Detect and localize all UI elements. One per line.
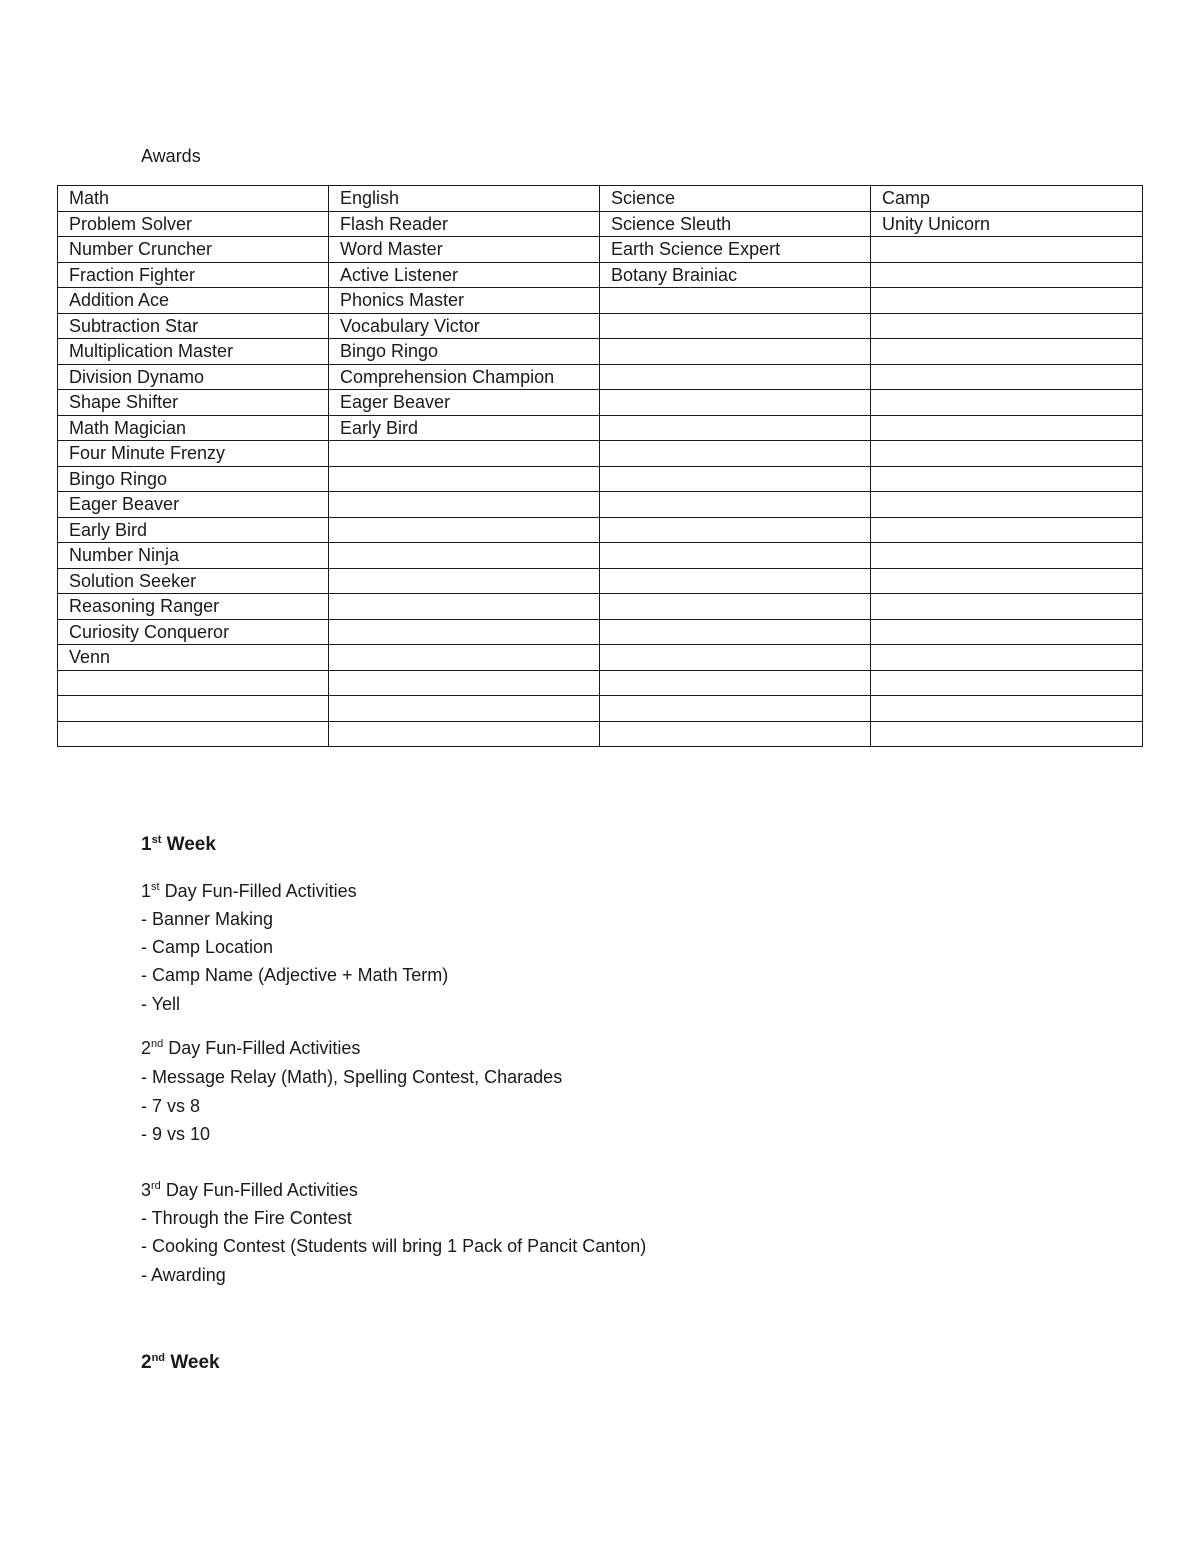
table-cell-math: Bingo Ringo — [58, 466, 329, 492]
table-cell-english — [329, 721, 600, 747]
table-cell-science — [600, 288, 871, 314]
table-cell-camp — [871, 645, 1143, 671]
table-cell-camp — [871, 466, 1143, 492]
table-cell-math: Fraction Fighter — [58, 262, 329, 288]
list-item: - 7 vs 8 — [141, 1096, 201, 1116]
week-1-number: 1 — [141, 834, 152, 855]
table-cell-math: Math Magician — [58, 415, 329, 441]
table-cell-science: Earth Science Expert — [600, 237, 871, 263]
table-cell-english: Phonics Master — [329, 288, 600, 314]
header-cell-camp: Camp — [871, 186, 1143, 212]
header-cell-math: Math — [58, 186, 329, 212]
day-2-label: Day Fun-Filled Activities — [168, 1038, 361, 1058]
day-1-heading — [141, 880, 357, 902]
table-cell-camp — [871, 441, 1143, 467]
table-cell-science — [600, 390, 871, 416]
table-row — [58, 466, 1143, 492]
table-cell-science — [600, 441, 871, 467]
table-cell-english — [329, 696, 600, 722]
table-row — [58, 313, 1143, 339]
week-2-heading — [141, 1352, 220, 1374]
table-cell-science — [600, 696, 871, 722]
table-cell-camp — [871, 364, 1143, 390]
week-2-label: Week — [170, 1352, 220, 1373]
table-row — [58, 619, 1143, 645]
day-3-label: Day Fun-Filled Activities — [165, 1180, 358, 1200]
table-cell-math — [58, 670, 329, 696]
table-cell-camp — [871, 313, 1143, 339]
table-row — [58, 211, 1143, 237]
table-cell-english: Active Listener — [329, 262, 600, 288]
day-3-number: 3 — [141, 1180, 152, 1200]
table-cell-english: Early Bird — [329, 415, 600, 441]
table-cell-science — [600, 568, 871, 594]
table-row — [58, 390, 1143, 416]
table-cell-camp — [871, 543, 1143, 569]
table-row — [58, 339, 1143, 365]
table-cell-camp — [871, 237, 1143, 263]
table-row — [58, 288, 1143, 314]
awards-title: Awards — [141, 146, 201, 166]
table-row — [58, 568, 1143, 594]
table-cell-english: Comprehension Champion — [329, 364, 600, 390]
header-cell-english: English — [329, 186, 600, 212]
table-cell-math — [58, 696, 329, 722]
table-cell-english: Vocabulary Victor — [329, 313, 600, 339]
table-cell-english: Word Master — [329, 237, 600, 263]
week-1-label: Week — [166, 834, 216, 855]
table-cell-math: Curiosity Conqueror — [58, 619, 329, 645]
table-row — [58, 696, 1143, 722]
list-item: - Through the Fire Contest — [141, 1208, 352, 1228]
table-cell-english — [329, 466, 600, 492]
table-cell-science — [600, 670, 871, 696]
table-cell-english — [329, 543, 600, 569]
table-cell-science — [600, 543, 871, 569]
table-cell-camp — [871, 619, 1143, 645]
table-row — [58, 543, 1143, 569]
table-row — [58, 721, 1143, 747]
table-cell-science: Science Sleuth — [600, 211, 871, 237]
list-item: - Cooking Contest (Students will bring 1 Pack of Pancit Canton) — [141, 1236, 647, 1256]
table-cell-science — [600, 364, 871, 390]
day-3-heading — [141, 1179, 358, 1201]
table-cell-camp: Unity Unicorn — [871, 211, 1143, 237]
table-cell-math: Division Dynamo — [58, 364, 329, 390]
table-row — [58, 364, 1143, 390]
table-cell-math: Number Cruncher — [58, 237, 329, 263]
table-header-row — [58, 186, 1143, 212]
table-cell-english — [329, 619, 600, 645]
table-row — [58, 262, 1143, 288]
day-3-suffix: rd — [151, 1180, 161, 1192]
list-item: - Camp Location — [141, 937, 274, 957]
table-cell-english — [329, 594, 600, 620]
table-row — [58, 670, 1143, 696]
awards-table — [57, 185, 1143, 747]
table-cell-math: Four Minute Frenzy — [58, 441, 329, 467]
table-row — [58, 645, 1143, 671]
table-cell-math: Reasoning Ranger — [58, 594, 329, 620]
table-row — [58, 441, 1143, 467]
table-row — [58, 517, 1143, 543]
list-item: - Camp Name (Adjective + Math Term) — [141, 965, 449, 985]
table-cell-english — [329, 517, 600, 543]
table-cell-science — [600, 517, 871, 543]
table-cell-math: Subtraction Star — [58, 313, 329, 339]
table-cell-science — [600, 313, 871, 339]
table-cell-camp — [871, 415, 1143, 441]
table-cell-camp — [871, 670, 1143, 696]
table-cell-math: Early Bird — [58, 517, 329, 543]
table-cell-math: Problem Solver — [58, 211, 329, 237]
table-cell-english: Eager Beaver — [329, 390, 600, 416]
table-cell-camp — [871, 492, 1143, 518]
table-cell-math: Number Ninja — [58, 543, 329, 569]
table-cell-english — [329, 670, 600, 696]
day-1-label: Day Fun-Filled Activities — [164, 881, 357, 901]
table-cell-science — [600, 645, 871, 671]
table-cell-camp — [871, 288, 1143, 314]
table-cell-math: Multiplication Master — [58, 339, 329, 365]
week-2-suffix: nd — [151, 1352, 166, 1364]
table-cell-english — [329, 492, 600, 518]
table-cell-english: Flash Reader — [329, 211, 600, 237]
table-row — [58, 492, 1143, 518]
awards-table-body — [58, 186, 1143, 747]
header-cell-science: Science — [600, 186, 871, 212]
list-item: - Yell — [141, 994, 181, 1014]
table-row — [58, 415, 1143, 441]
table-cell-science — [600, 492, 871, 518]
week-1-suffix: st — [151, 834, 162, 846]
table-row — [58, 594, 1143, 620]
week-1-heading — [141, 834, 216, 856]
day-1-number: 1 — [141, 881, 152, 901]
table-cell-camp — [871, 262, 1143, 288]
table-cell-camp — [871, 390, 1143, 416]
table-row — [58, 237, 1143, 263]
table-cell-camp — [871, 721, 1143, 747]
table-cell-camp — [871, 568, 1143, 594]
table-cell-camp — [871, 594, 1143, 620]
table-cell-math: Solution Seeker — [58, 568, 329, 594]
table-cell-math: Eager Beaver — [58, 492, 329, 518]
table-cell-math: Venn — [58, 645, 329, 671]
table-cell-math: Shape Shifter — [58, 390, 329, 416]
day-2-heading — [141, 1037, 360, 1059]
table-cell-camp — [871, 696, 1143, 722]
table-cell-english — [329, 568, 600, 594]
list-item: - Awarding — [141, 1265, 226, 1285]
table-cell-english: Bingo Ringo — [329, 339, 600, 365]
table-cell-english — [329, 441, 600, 467]
table-cell-math: Addition Ace — [58, 288, 329, 314]
table-cell-math — [58, 721, 329, 747]
table-cell-english — [329, 645, 600, 671]
table-cell-science: Botany Brainiac — [600, 262, 871, 288]
table-cell-science — [600, 721, 871, 747]
list-item: - Banner Making — [141, 909, 274, 929]
table-cell-science — [600, 594, 871, 620]
table-cell-camp — [871, 339, 1143, 365]
table-cell-science — [600, 466, 871, 492]
day-2-number: 2 — [141, 1038, 152, 1058]
week-2-number: 2 — [141, 1352, 152, 1373]
day-2-suffix: nd — [151, 1038, 164, 1050]
table-cell-science — [600, 619, 871, 645]
table-cell-camp — [871, 517, 1143, 543]
list-item: - 9 vs 10 — [141, 1124, 211, 1144]
day-1-suffix: st — [151, 881, 160, 893]
table-cell-science — [600, 415, 871, 441]
list-item: - Message Relay (Math), Spelling Contest, Charades — [141, 1067, 563, 1087]
table-cell-science — [600, 339, 871, 365]
